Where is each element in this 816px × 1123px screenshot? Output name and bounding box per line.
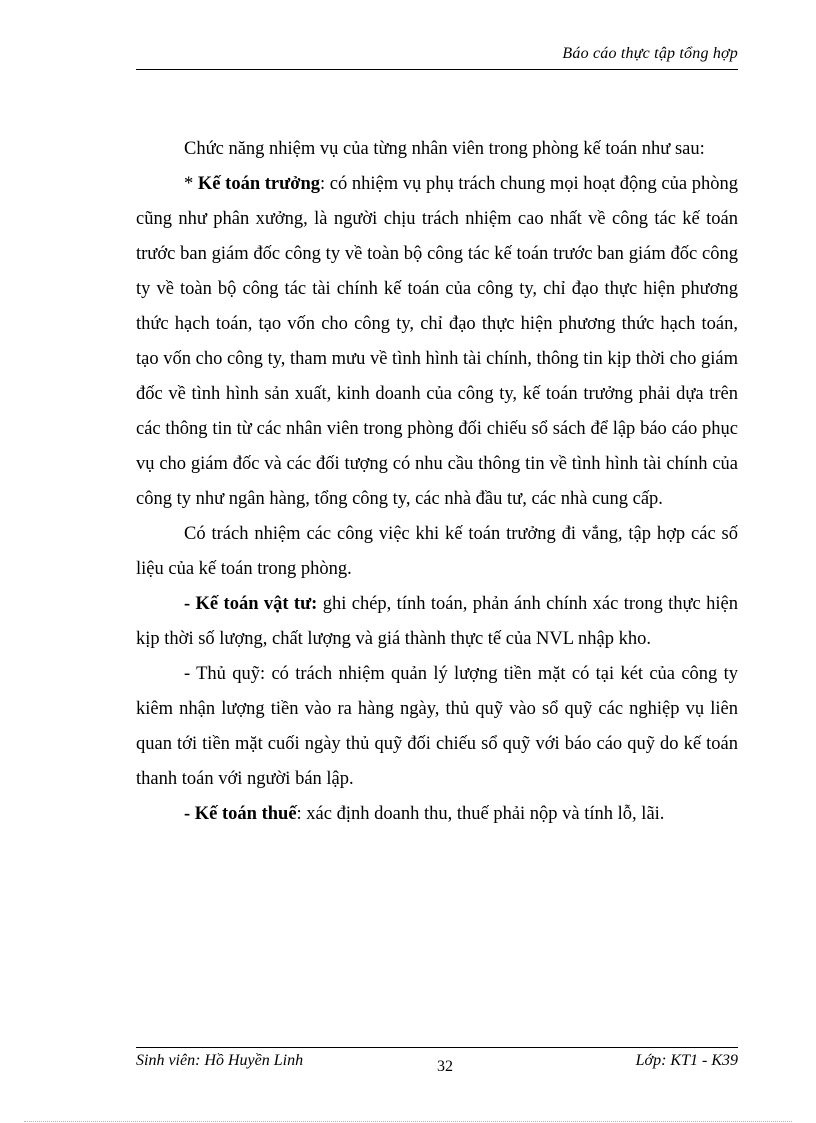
footer-class: Lớp: KT1 - K39 xyxy=(635,1052,738,1069)
materials-accountant-title: - Kế toán vật tư: xyxy=(184,594,318,614)
materials-accountant-text: ghi chép, tính toán, phản ánh chính xác trong thực hiện kịp thời số lượng, chất lượng và giá thành thực tế của NVL nhập kho. xyxy=(136,594,739,649)
chief-accountant-text: : có nhiệm vụ phụ trách chung mọi hoạt động của phòng cũng như phân xưởng, là người chịu trách nhiệm cao nhất về công tác kế toán trước ban giám đốc công ty về toàn bộ công tác kế toán trước ban giám đốc công ty về toàn bộ công tác tài chính kế toán của công ty, chỉ đạo thực hiện phương thức hạch toán, tạo vốn cho công ty, chỉ đạo thực hiện phương thức hạch toán, tạo vốn cho công ty, tham mưu về tình hình tài chính, thông tin kịp thời cho giám đốc về tình hình sản xuất, kinh doanh của công ty, kế toán trưởng phải dựa trên các thông tin từ các nhân viên trong phòng đối chiếu sổ sách để lập báo cáo phục vụ cho giám đốc và các đối tượng có nhu cầu thông tin về tình hình tài chính của công ty như ngân hàng, tổng công ty, các nhà đầu tư, các nhà cung cấp. xyxy=(136,174,738,509)
document-body xyxy=(136,132,738,832)
footer-student: Sinh viên: Hồ Huyền Linh xyxy=(136,1052,304,1069)
intro-paragraph: Chức năng nhiệm vụ của từng nhân viên trong phòng kế toán như sau: xyxy=(184,139,705,159)
materials-accountant-paragraph xyxy=(136,587,738,657)
treasurer-paragraph: - Thủ quỹ: có trách nhiệm quản lý lượng tiền mặt có tại két của công ty kiêm nhận lượng tiền vào ra hàng ngày, thủ quỹ vào sổ quỹ các nghiệp vụ liên quan tới tiền mặt cuối ngày thủ quỹ đối chiếu sổ quỹ với báo cáo quỹ do kế toán thanh toán với người bán lập. xyxy=(136,664,738,789)
tax-accountant-title: - Kế toán thuế xyxy=(184,804,297,824)
chief-accountant-paragraph xyxy=(136,167,738,517)
tax-accountant-text: : xác định doanh thu, thuế phải nộp và tính lỗ, lãi. xyxy=(296,804,665,824)
chief-prefix: * xyxy=(184,174,198,194)
page-edge xyxy=(24,1121,792,1122)
deputy-paragraph: Có trách nhiệm các công việc khi kế toán trưởng đi vắng, tập hợp các số liệu của kế toán trong phòng. xyxy=(136,524,738,579)
page-number: 32 xyxy=(437,1058,453,1075)
tax-accountant-paragraph xyxy=(136,797,738,832)
header-title: Báo cáo thực tập tổng hợp xyxy=(562,45,738,62)
chief-accountant-title: Kế toán trưởng xyxy=(197,174,321,194)
header-rule xyxy=(136,69,738,70)
footer-rule xyxy=(136,1047,738,1048)
